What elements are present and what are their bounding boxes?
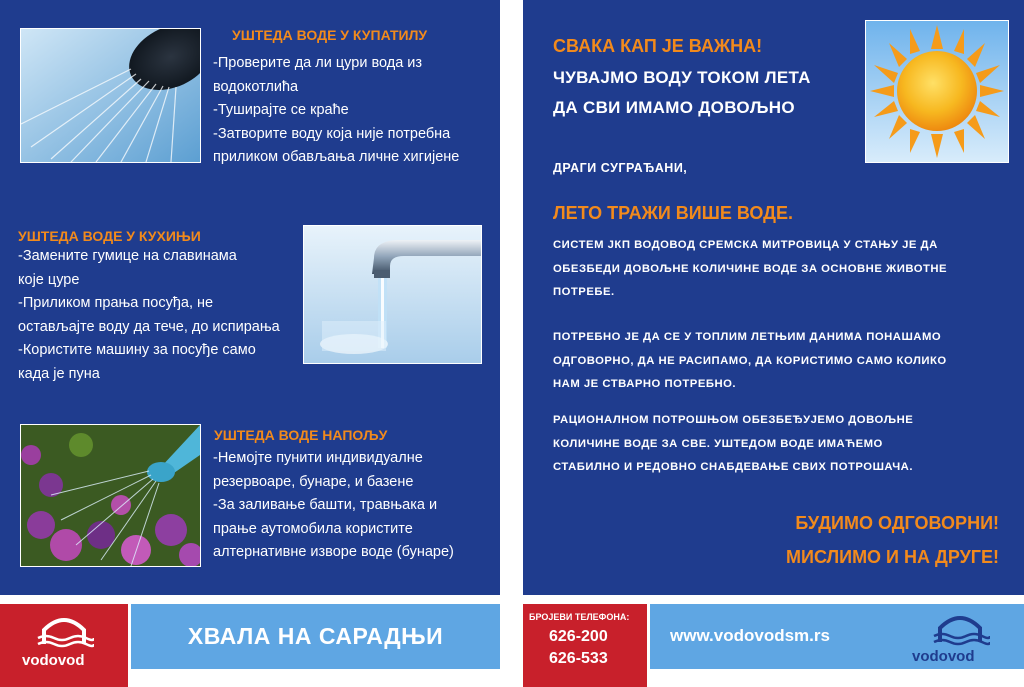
bathroom-tips: [213, 52, 459, 170]
paragraph-line: СТАБИЛНО И РЕДОВНО СНАБДЕВАЊЕ СВИХ ПОТРОШАЧА.: [553, 461, 913, 473]
sun-icon: [865, 20, 1009, 163]
right-panel: [523, 0, 1024, 595]
closing-line-2: МИСЛИМО И НА ДРУГЕ!: [786, 547, 999, 567]
phone-2: 626-533: [549, 650, 608, 667]
tip-line: резервоаре, бунаре, и базене: [213, 473, 414, 490]
tip-line: приликом обављања личне хигијене: [213, 149, 460, 165]
paragraph-1: [553, 234, 947, 305]
tip-line: -Туширајте се краће: [213, 102, 349, 118]
phones-box: [523, 604, 647, 687]
tip-line: -Замените гумице на славинама: [18, 248, 237, 264]
tip-line: -Проверите да ли цури вода из: [213, 55, 423, 71]
section-title: ЛЕТО ТРАЖИ ВИШЕ ВОДЕ.: [553, 203, 793, 223]
logo-text: vodovod: [22, 652, 85, 669]
paragraph-line: ПОТРЕБНО ЈЕ ДА СЕ У ТОПЛИМ ЛЕТЊИМ ДАНИМА ПОНАШАМО: [553, 331, 942, 343]
greeting: ДРАГИ СУГРАЂАНИ,: [553, 161, 688, 175]
phones-label: БРОЈЕВИ ТЕЛЕФОНА:: [529, 612, 630, 622]
bathroom-title: УШТЕДА ВОДЕ У КУПАТИЛУ: [232, 27, 428, 43]
kitchen-title: УШТЕДА ВОДЕ У КУХИЊИ: [18, 228, 201, 244]
tip-line: које цуре: [18, 271, 80, 288]
tip-line: водокотлића: [213, 78, 299, 95]
paragraph-line: НАМ ЈЕ СТВАРНО ПОТРЕБНО.: [553, 378, 737, 390]
headline: СВАКА КАП ЈЕ ВАЖНА!: [553, 36, 763, 56]
paragraph-line: СИСТЕМ ЈКП ВОДОВОД СРЕМСКА МИТРОВИЦА У СТАЊУ ЈЕ ДА: [553, 239, 938, 251]
paragraph-line: ОБЕЗБЕДИ ДОВОЉНЕ КОЛИЧИНЕ ВОДЕ ЗА ОСНОВНЕ ЖИВОТНЕ: [553, 262, 948, 275]
tip-line: остављајте воду да тече, до испирања: [18, 318, 280, 335]
vodovod-logo-icon: [930, 612, 990, 646]
vodovod-logo-blue: [900, 610, 1024, 687]
vodovod-logo-icon: [34, 614, 94, 648]
tip-line: алтернативне изворе воде (бунаре): [213, 544, 454, 560]
paragraph-line: ОДГОВОРНО, ДА НЕ РАСИПАМО, ДА КОРИСТИМО САМО КОЛИКО: [553, 354, 947, 367]
logo-text: vodovod: [912, 648, 975, 665]
paragraph-3: [553, 409, 913, 480]
paragraph-line: КОЛИЧИНЕ ВОДЕ ЗА СВЕ. УШТЕДОМ ВОДЕ ИМАЋЕМО: [553, 437, 883, 450]
thanks-banner: ХВАЛА НА САРАДЊИ: [131, 604, 500, 669]
paragraph-2: [553, 326, 947, 397]
paragraph-line: ПОТРЕБЕ.: [553, 286, 615, 298]
tip-line: -Немојте пунити индивидуалне: [213, 450, 423, 466]
tip-line: -За заливање башти, травњака и: [213, 497, 438, 513]
outdoor-tips: [213, 447, 454, 565]
tip-line: -Затворите воду која није потребна: [213, 125, 451, 142]
tip-line: -Користите машину за посуђе само: [18, 342, 256, 358]
subhead-line-2: ДА СВИ ИМАМО ДОВОЉНО: [553, 98, 795, 117]
closing-line-1: БУДИМО ОДГОВОРНИ!: [795, 513, 999, 533]
outdoor-title: УШТЕДА ВОДЕ НАПОЉУ: [214, 427, 388, 443]
vodovod-logo: [0, 604, 128, 687]
shower-photo: [20, 28, 201, 163]
paragraph-line: РАЦИОНАЛНОМ ПОТРОШЊОМ ОБЕЗБЕЂУЈЕМО ДОВОЉНЕ: [553, 414, 914, 426]
phone-1: 626-200: [549, 628, 608, 645]
kitchen-tips: [18, 245, 280, 386]
website-link[interactable]: www.vodovodsm.rs: [670, 626, 830, 645]
tip-line: -Приликом прања посуђа, не: [18, 295, 214, 311]
faucet-photo: [303, 225, 482, 364]
subhead-line-1: ЧУВАЈМО ВОДУ ТОКОМ ЛЕТА: [553, 68, 811, 87]
watering-can-photo: [20, 424, 201, 567]
tip-line: прање аутомобила користите: [213, 520, 413, 537]
tip-line: када је пуна: [18, 365, 100, 382]
left-panel: [0, 0, 500, 595]
